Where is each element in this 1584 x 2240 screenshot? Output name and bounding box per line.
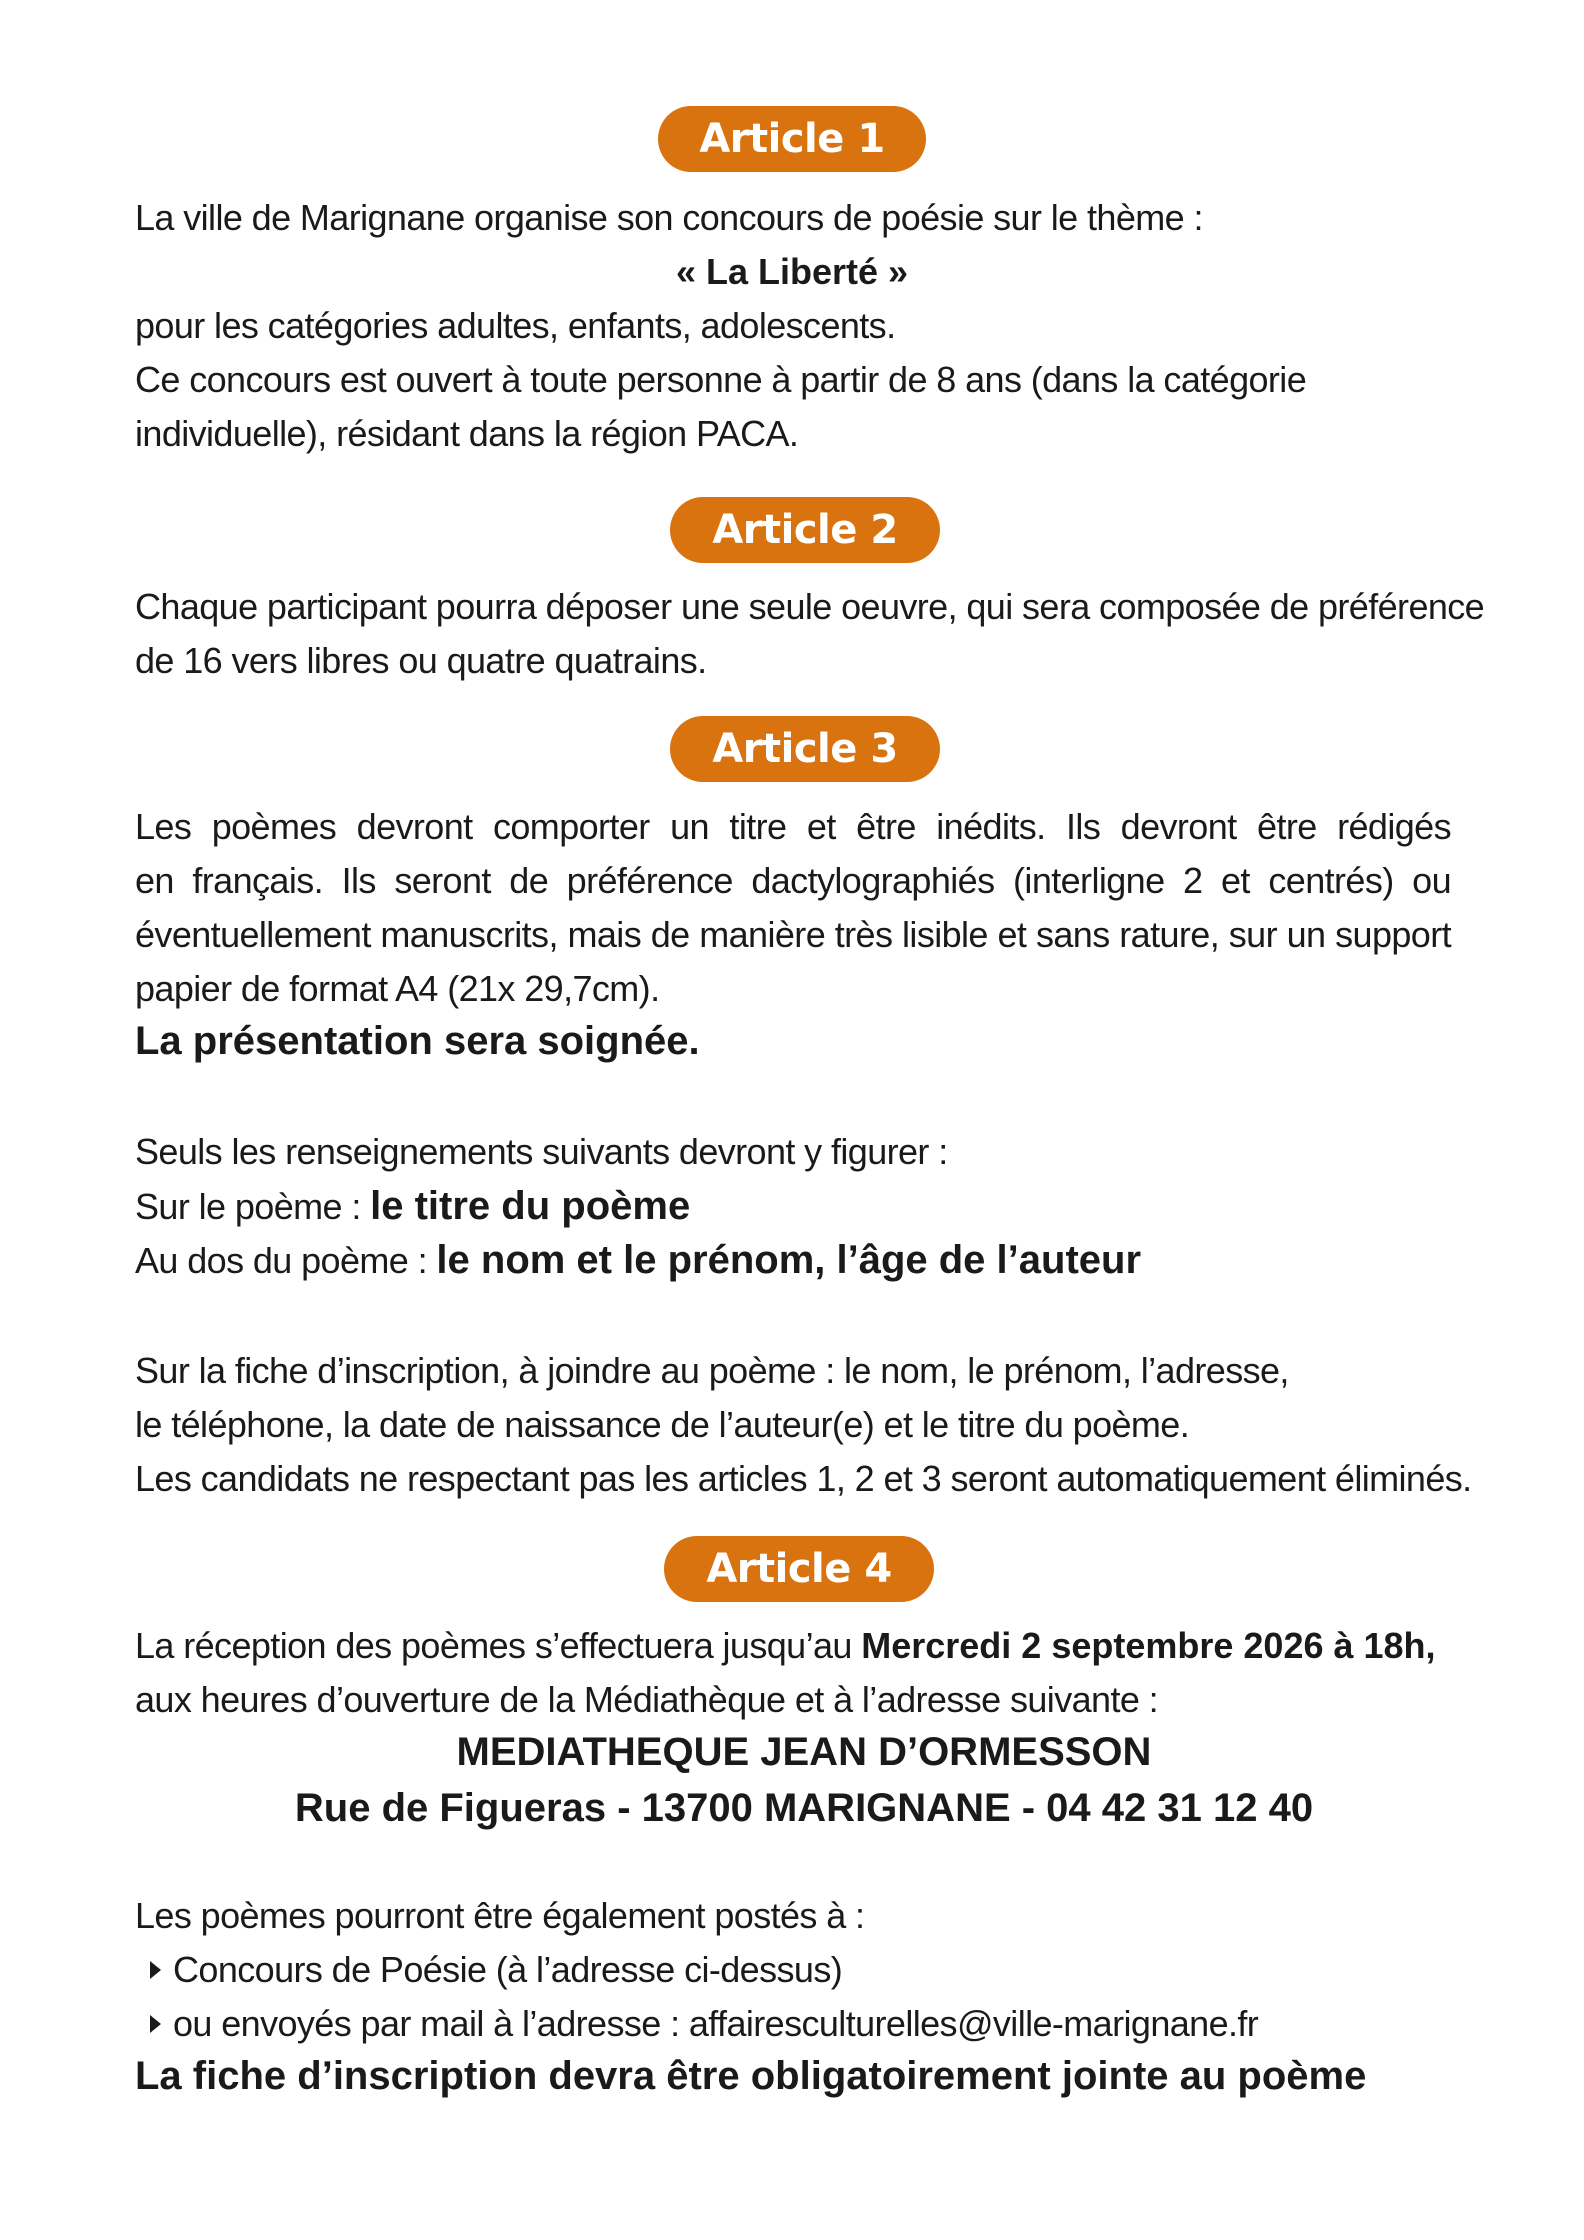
article-2-line-1: Chaque participant pourra déposer une seule oeuvre, qui sera composée de préférence <box>135 586 1485 627</box>
poem-back-label: Au dos du poème : <box>135 1240 437 1281</box>
article-3-line-3: éventuellement manuscrits, mais de manière très lisible et sans rature, sur un support <box>135 914 1451 955</box>
final-note: La fiche d’inscription devra être obligatoirement jointe au poème <box>135 2054 1367 2098</box>
list-item <box>128 1948 842 1992</box>
reception-date: Mercredi 2 septembre 2026 à 18h, <box>861 1625 1436 1666</box>
poem-front-value: le titre du poème <box>370 1184 691 1228</box>
poem-front-label: Sur le poème : <box>135 1186 371 1227</box>
article-3-heading: Article 3 <box>670 716 940 782</box>
reception-line-2: aux heures d’ouverture de la Médiathèque et à l’adresse suivante : <box>135 1679 1159 1720</box>
presentation-note: La présentation sera soignée. <box>135 1019 700 1063</box>
article-3-line-2: en français. Ils seront de préférence dactylographiés (interligne 2 et centrés) ou <box>135 860 1451 901</box>
arrow-right-icon <box>150 2015 161 2033</box>
article-1-heading: Article 1 <box>658 106 926 172</box>
arrow-right-icon <box>150 1961 161 1979</box>
bullet-postal: Concours de Poésie (à l’adresse ci-dessus) <box>173 1949 843 1990</box>
article-1-line-2: pour les catégories adultes, enfants, adolescents. <box>135 305 896 346</box>
article-3-line-4: papier de format A4 (21x 29,7cm). <box>135 968 660 1009</box>
article-1-theme: « La Liberté » <box>675 251 909 292</box>
article-2-line-2: de 16 vers libres ou quatre quatrains. <box>135 640 707 681</box>
bullet-email: ou envoyés par mail à l’adresse : affairesculturelles@ville-marignane.fr <box>173 2003 1259 2044</box>
required-info-intro: Seuls les renseignements suivants devront y figurer : <box>135 1131 948 1172</box>
list-item <box>128 2002 1258 2046</box>
poem-front-line <box>135 1184 690 1229</box>
post-intro: Les poèmes pourront être également postés à : <box>135 1895 865 1936</box>
venue-name: MEDIATHEQUE JEAN D’ORMESSON <box>456 1730 1152 1774</box>
reception-prefix: La réception des poèmes s’effectuera jusqu’au <box>135 1625 862 1666</box>
form-line-3: Les candidats ne respectant pas les articles 1, 2 et 3 seront automatiquement éliminés. <box>135 1458 1472 1499</box>
form-line-2: le téléphone, la date de naissance de l’auteur(e) et le titre du poème. <box>135 1404 1190 1445</box>
article-4-heading: Article 4 <box>664 1536 934 1602</box>
article-1-line-1: La ville de Marignane organise son concours de poésie sur le thème : <box>135 197 1203 238</box>
form-line-1: Sur la fiche d’inscription, à joindre au poème : le nom, le prénom, l’adresse, <box>135 1350 1289 1391</box>
reception-line-1 <box>135 1624 1436 1668</box>
poem-back-value: le nom et le prénom, l’âge de l’auteur <box>436 1238 1142 1282</box>
article-2-heading: Article 2 <box>670 497 940 563</box>
venue-address: Rue de Figueras - 13700 MARIGNANE - 04 42 31 12 40 <box>294 1786 1314 1830</box>
article-3-line-1: Les poèmes devront comporter un titre et être inédits. Ils devront être rédigés <box>135 806 1451 847</box>
article-1-line-3: Ce concours est ouvert à toute personne à partir de 8 ans (dans la catégorie <box>135 359 1307 400</box>
poem-back-line <box>135 1238 1141 1283</box>
article-1-line-4: individuelle), résidant dans la région PACA. <box>135 413 799 454</box>
